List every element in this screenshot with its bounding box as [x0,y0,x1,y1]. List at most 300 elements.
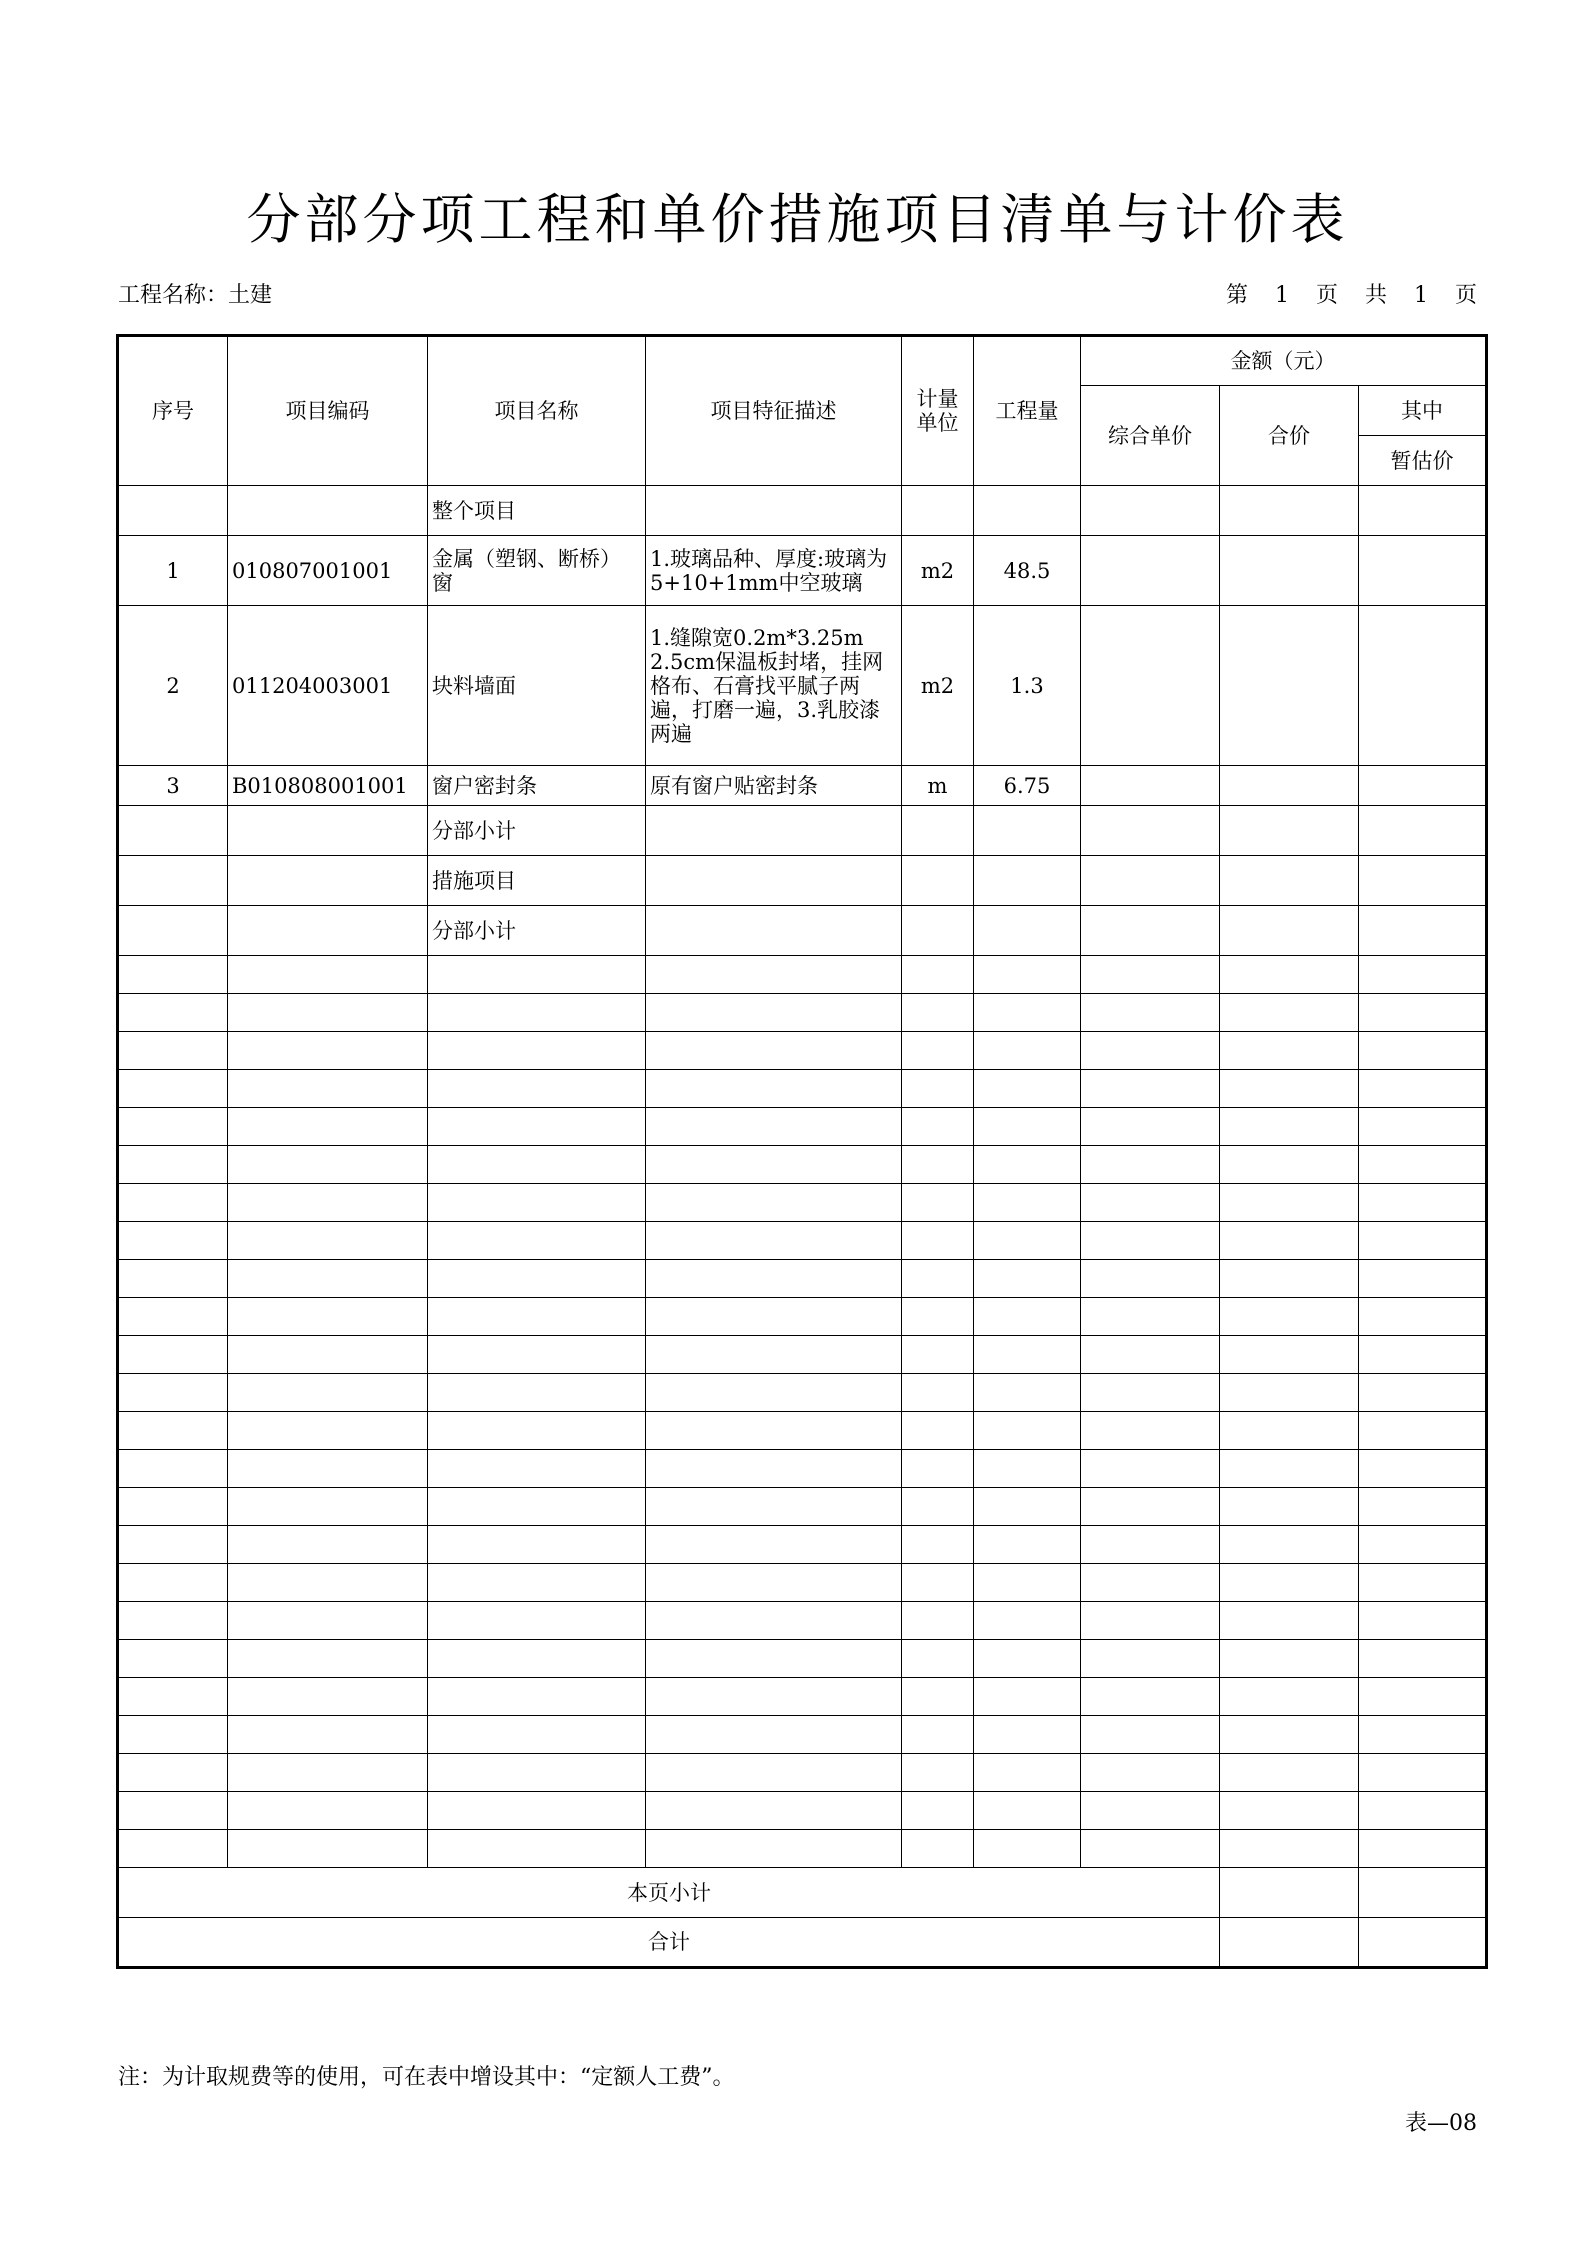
empty-cell [428,1526,646,1564]
empty-cell [1220,994,1359,1032]
cell-desc: 原有窗户贴密封条 [646,766,902,806]
empty-cell [1081,1678,1220,1716]
cell-amount-empty [1220,806,1359,856]
empty-cell [1220,1830,1359,1868]
empty-cell [646,1108,902,1146]
empty-cell [228,956,428,994]
page-di: 第 [1225,283,1248,308]
empty-cell [1081,1792,1220,1830]
empty-cell [228,1336,428,1374]
cell-seq: 1 [118,536,228,606]
empty-cell [428,1450,646,1488]
cell-qty [974,486,1081,536]
page-gong: 共 [1364,283,1387,308]
empty-cell [646,956,902,994]
empty-cell [228,1564,428,1602]
empty-cell [1220,1716,1359,1754]
empty-cell [118,994,228,1032]
empty-cell [1220,1260,1359,1298]
empty-cell [228,1146,428,1184]
empty-cell [428,1792,646,1830]
empty-cell [1359,1222,1487,1260]
empty-cell [1359,1830,1487,1868]
empty-cell [1220,1450,1359,1488]
empty-row [118,1526,1487,1564]
empty-cell [428,1222,646,1260]
empty-cell [1081,1374,1220,1412]
empty-cell [646,1146,902,1184]
header-name: 项目名称 [428,336,646,486]
empty-cell [1081,1412,1220,1450]
empty-cell [428,1146,646,1184]
header-code: 项目编码 [228,336,428,486]
empty-cell [974,1754,1081,1792]
empty-cell [974,1374,1081,1412]
empty-row [118,1412,1487,1450]
table-row [118,606,1487,766]
cell-desc [646,856,902,906]
empty-cell [1220,1564,1359,1602]
empty-cell [228,1070,428,1108]
table-number: 表—08 [1405,2111,1477,2136]
cell-seq [118,486,228,536]
empty-cell [428,1336,646,1374]
empty-cell [1220,1222,1359,1260]
cell-seq [118,856,228,906]
empty-row [118,1260,1487,1298]
empty-cell [974,1070,1081,1108]
empty-row [118,1108,1487,1146]
empty-cell [118,1488,228,1526]
empty-cell [1220,1374,1359,1412]
empty-cell [428,1716,646,1754]
empty-cell [228,994,428,1032]
empty-cell [1359,1564,1487,1602]
empty-cell [118,1716,228,1754]
header-seq: 序号 [118,336,228,486]
empty-cell [428,956,646,994]
empty-cell [118,1032,228,1070]
empty-cell [118,1450,228,1488]
cell-qty [974,856,1081,906]
empty-cell [902,1336,974,1374]
empty-cell [1081,1032,1220,1070]
empty-cell [1359,1526,1487,1564]
cell-amount-empty [1220,486,1359,536]
empty-cell [228,1032,428,1070]
empty-cell [118,1108,228,1146]
empty-cell [1220,1146,1359,1184]
header-amount: 金额（元） [1081,336,1487,386]
empty-cell [1081,1716,1220,1754]
empty-cell [1220,1640,1359,1678]
page-ye: 页 [1315,283,1338,308]
cell-seq: 2 [118,606,228,766]
cell-desc: 1.玻璃品种、厚度:玻璃为5+10+1mm中空玻璃 [646,536,902,606]
bill-table [116,334,1488,1969]
empty-row [118,1450,1487,1488]
empty-cell [1220,956,1359,994]
empty-cell [118,1640,228,1678]
empty-cell [902,1146,974,1184]
empty-cell [118,956,228,994]
empty-cell [1359,1108,1487,1146]
empty-cell [1220,1678,1359,1716]
cell-name: 金属（塑钢、断桥）窗 [428,536,646,606]
cell-name: 分部小计 [428,806,646,856]
cell-amount-empty [1220,766,1359,806]
empty-cell [1081,1830,1220,1868]
empty-cell [1081,1488,1220,1526]
empty-cell [1220,1488,1359,1526]
empty-row [118,1070,1487,1108]
header-desc: 项目特征描述 [646,336,902,486]
cell-code: B010808001001 [228,766,428,806]
empty-cell [974,1412,1081,1450]
empty-row [118,1754,1487,1792]
empty-cell [646,1374,902,1412]
cell-name: 块料墙面 [428,606,646,766]
empty-cell [428,1184,646,1222]
empty-cell [974,1678,1081,1716]
empty-cell [118,1260,228,1298]
empty-cell [1081,1070,1220,1108]
empty-cell [646,1336,902,1374]
empty-cell [228,1640,428,1678]
empty-cell [118,1374,228,1412]
cell-seq [118,806,228,856]
cell-amount-empty [1220,536,1359,606]
empty-cell [118,1564,228,1602]
empty-cell [428,1678,646,1716]
cell-amount-empty [1081,606,1220,766]
empty-row [118,1640,1487,1678]
cell-code [228,906,428,956]
cell-unit [902,806,974,856]
empty-cell [646,1792,902,1830]
empty-cell [118,1222,228,1260]
empty-cell [646,1716,902,1754]
empty-cell [1359,1602,1487,1640]
empty-row [118,1602,1487,1640]
empty-cell [902,1184,974,1222]
empty-cell [974,1184,1081,1222]
page-indicator [1214,278,1477,309]
cell-amount-empty [1081,906,1220,956]
empty-cell [1359,1184,1487,1222]
cell-amount-empty [1359,906,1487,956]
empty-row [118,1146,1487,1184]
empty-cell [974,1336,1081,1374]
empty-cell [974,1450,1081,1488]
empty-cell [1359,1298,1487,1336]
empty-cell [974,994,1081,1032]
empty-cell [428,1108,646,1146]
empty-cell [1081,1526,1220,1564]
empty-cell [1081,1222,1220,1260]
empty-cell [1220,1032,1359,1070]
empty-cell [974,956,1081,994]
empty-cell [118,1792,228,1830]
empty-cell [1220,1336,1359,1374]
empty-row [118,1678,1487,1716]
empty-cell [646,1678,902,1716]
empty-cell [228,1716,428,1754]
empty-row [118,1716,1487,1754]
empty-cell [1081,1336,1220,1374]
footer-page-subtotal-row [118,1868,1487,1918]
empty-cell [428,1032,646,1070]
empty-cell [902,1070,974,1108]
empty-row [118,1374,1487,1412]
empty-cell [1081,1146,1220,1184]
empty-cell [1220,1184,1359,1222]
empty-cell [118,1754,228,1792]
empty-cell [902,1260,974,1298]
empty-cell [974,1716,1081,1754]
cell-code: 011204003001 [228,606,428,766]
empty-cell [1220,1754,1359,1792]
empty-cell [1220,1412,1359,1450]
empty-cell [228,1678,428,1716]
empty-cell [1081,1602,1220,1640]
empty-cell [428,1298,646,1336]
empty-cell [1220,1526,1359,1564]
empty-cell [646,1488,902,1526]
empty-cell [974,1222,1081,1260]
cell-amount-empty [1081,536,1220,606]
cell-code [228,856,428,906]
cell-qty: 48.5 [974,536,1081,606]
cell-code [228,486,428,536]
empty-cell [646,1754,902,1792]
empty-cell [228,1184,428,1222]
cell-amount-empty [1359,806,1487,856]
empty-cell [1359,1792,1487,1830]
empty-cell [428,1754,646,1792]
cell-amount-empty [1359,856,1487,906]
empty-cell [646,1564,902,1602]
empty-cell [902,1678,974,1716]
cell-amount-empty [1359,536,1487,606]
empty-cell [646,1526,902,1564]
empty-cell [118,1526,228,1564]
cell-amount-empty [1081,856,1220,906]
empty-cell [1220,1918,1359,1968]
table-row [118,856,1487,906]
empty-cell [974,1830,1081,1868]
empty-cell [228,1108,428,1146]
empty-cell [428,1374,646,1412]
cell-qty: 6.75 [974,766,1081,806]
empty-cell [646,1298,902,1336]
empty-cell [902,956,974,994]
empty-cell [1359,1374,1487,1412]
empty-cell [228,1222,428,1260]
empty-cell [1359,1678,1487,1716]
footer-total-label: 合计 [118,1918,1220,1968]
empty-cell [118,1184,228,1222]
page-current: 1 [1274,283,1289,308]
empty-cell [1359,1032,1487,1070]
cell-amount-empty [1220,906,1359,956]
empty-cell [1359,1412,1487,1450]
empty-cell [118,1602,228,1640]
empty-cell [428,1488,646,1526]
empty-cell [228,1450,428,1488]
table-row [118,486,1487,536]
cell-code [228,806,428,856]
cell-seq [118,906,228,956]
empty-cell [902,1602,974,1640]
cell-desc [646,806,902,856]
empty-cell [902,1830,974,1868]
empty-cell [902,1792,974,1830]
cell-qty [974,806,1081,856]
empty-row [118,1830,1487,1868]
cell-unit [902,906,974,956]
empty-cell [1081,1754,1220,1792]
empty-cell [228,1526,428,1564]
cell-qty: 1.3 [974,606,1081,766]
empty-row [118,1336,1487,1374]
cell-amount-empty [1081,806,1220,856]
empty-cell [428,1070,646,1108]
cell-desc: 1.缝隙宽0.2m*3.25m 2.5cm保温板封堵，挂网格布、石膏找平腻子两遍，打磨一遍，3.乳胶漆两遍 [646,606,902,766]
cell-amount-empty [1359,606,1487,766]
empty-cell [1081,956,1220,994]
project-name: 工程名称：土建 [118,283,273,308]
footer-page-subtotal-label: 本页小计 [118,1868,1220,1918]
header-unit-line2: 单位 [916,411,959,435]
empty-cell [428,1412,646,1450]
table-row [118,536,1487,606]
cell-amount-empty [1359,766,1487,806]
empty-cell [118,1678,228,1716]
empty-cell [228,1792,428,1830]
empty-cell [1359,1488,1487,1526]
empty-cell [1081,1184,1220,1222]
empty-cell [428,1640,646,1678]
empty-cell [118,1298,228,1336]
empty-cell [1081,994,1220,1032]
empty-cell [902,1032,974,1070]
empty-cell [974,1108,1081,1146]
empty-cell [118,1412,228,1450]
cell-amount-empty [1081,766,1220,806]
empty-cell [974,1298,1081,1336]
empty-cell [118,1146,228,1184]
empty-cell [1220,1602,1359,1640]
cell-name: 措施项目 [428,856,646,906]
cell-amount-empty [1081,486,1220,536]
empty-cell [974,1032,1081,1070]
empty-cell [228,1488,428,1526]
header-unit-price: 综合单价 [1081,386,1220,486]
empty-cell [1081,1564,1220,1602]
cell-code: 010807001001 [228,536,428,606]
cell-name: 分部小计 [428,906,646,956]
page-title: 分部分项工程和单价措施项目清单与计价表 [246,188,1349,251]
empty-cell [228,1374,428,1412]
empty-cell [1359,956,1487,994]
empty-cell [428,994,646,1032]
empty-cell [118,1070,228,1108]
header-of-which: 其中 [1359,386,1487,436]
empty-cell [1081,1108,1220,1146]
empty-cell [428,1602,646,1640]
footer-total-row [118,1918,1487,1968]
empty-cell [1081,1640,1220,1678]
cell-name: 整个项目 [428,486,646,536]
cell-amount-empty [1220,856,1359,906]
empty-cell [646,1260,902,1298]
header-qty: 工程量 [974,336,1081,486]
empty-cell [228,1830,428,1868]
empty-cell [646,1070,902,1108]
empty-row [118,1792,1487,1830]
empty-cell [228,1412,428,1450]
empty-row [118,994,1487,1032]
header-unit-line1: 计量 [916,387,959,411]
empty-cell [228,1754,428,1792]
cell-unit: m2 [902,536,974,606]
footnote: 注：为计取规费等的使用，可在表中增设其中：“定额人工费”。 [118,2065,735,2090]
empty-cell [974,1792,1081,1830]
empty-cell [1220,1792,1359,1830]
empty-cell [646,1032,902,1070]
empty-cell [902,1640,974,1678]
empty-cell [1359,994,1487,1032]
empty-cell [1359,1260,1487,1298]
empty-cell [902,1526,974,1564]
empty-cell [228,1298,428,1336]
empty-cell [428,1830,646,1868]
empty-cell [974,1526,1081,1564]
empty-cell [1359,1918,1487,1968]
empty-cell [902,1108,974,1146]
empty-row [118,1564,1487,1602]
empty-cell [1220,1070,1359,1108]
empty-cell [1359,1336,1487,1374]
empty-cell [902,1716,974,1754]
empty-row [118,1298,1487,1336]
cell-amount-empty [1220,606,1359,766]
cell-qty [974,906,1081,956]
empty-cell [228,1602,428,1640]
cell-seq: 3 [118,766,228,806]
empty-cell [1359,1070,1487,1108]
empty-cell [902,1298,974,1336]
empty-cell [1220,1298,1359,1336]
empty-cell [1081,1450,1220,1488]
empty-cell [646,1222,902,1260]
cell-unit: m [902,766,974,806]
empty-cell [646,1412,902,1450]
empty-cell [1081,1260,1220,1298]
empty-cell [646,994,902,1032]
empty-cell [902,1564,974,1602]
header-total: 合价 [1220,386,1359,486]
empty-cell [902,994,974,1032]
empty-row [118,1488,1487,1526]
empty-cell [974,1564,1081,1602]
empty-cell [228,1260,428,1298]
cell-name: 窗户密封条 [428,766,646,806]
empty-cell [1359,1146,1487,1184]
empty-cell [428,1564,646,1602]
page-total: 1 [1413,283,1428,308]
